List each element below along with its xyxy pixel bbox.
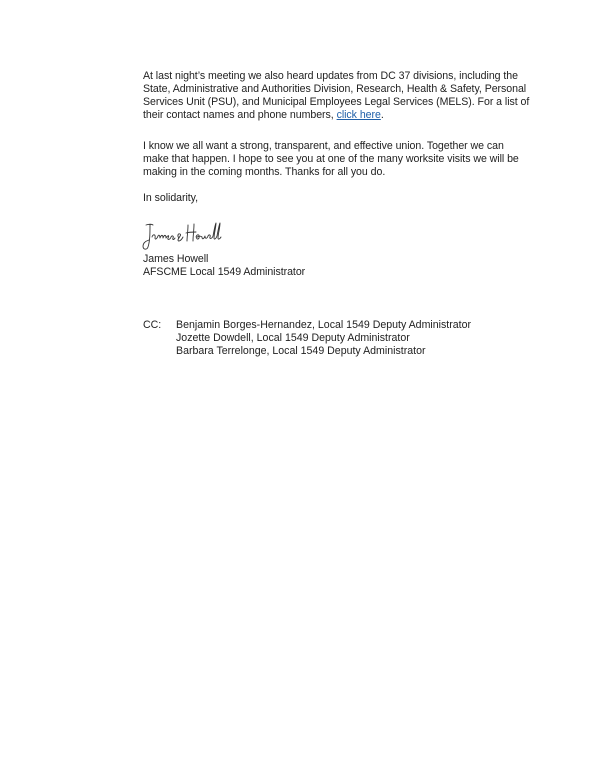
sender-name: James Howell (143, 253, 209, 265)
paragraph-line: State, Administrative and Authorities Division, Research, Health & Safety, Personal (143, 82, 527, 95)
link-prefix-text: their contact names and phone numbers, (143, 108, 337, 121)
sender-title: AFSCME Local 1549 Administrator (143, 266, 306, 278)
cc-recipient-list (176, 319, 556, 358)
paragraph-updates (143, 70, 543, 122)
paragraph-line: Services Unit (PSU), and Municipal Employees Legal Services (MELS). For a list of (143, 95, 530, 108)
cc-recipient: Jozette Dowdell, Local 1549 Deputy Administrator (176, 331, 410, 344)
link-suffix-text: . (380, 108, 384, 121)
cc-label: CC: (143, 319, 162, 331)
closing-salutation: In solidarity, (143, 192, 199, 204)
paragraph-line: make that happen. I hope to see you at one of the many worksite visits we will be (143, 152, 519, 165)
paragraph-line-with-link (143, 109, 543, 122)
paragraph-closing-remarks (143, 140, 543, 179)
paragraph-line: At last night’s meeting we also heard updates from DC 37 divisions, including the (143, 70, 518, 82)
paragraph-line: I know we all want a strong, transparent, and effective union. Together we can (143, 140, 504, 152)
cc-recipient: Barbara Terrelonge, Local 1549 Deputy Administrator (176, 344, 426, 357)
paragraph-line: making in the coming months. Thanks for all you do. (143, 165, 386, 178)
cc-recipient: Benjamin Borges-Hernandez, Local 1549 Deputy Administrator (176, 319, 472, 331)
handwritten-signature (140, 219, 222, 253)
click-here-link[interactable]: click here (336, 108, 381, 121)
